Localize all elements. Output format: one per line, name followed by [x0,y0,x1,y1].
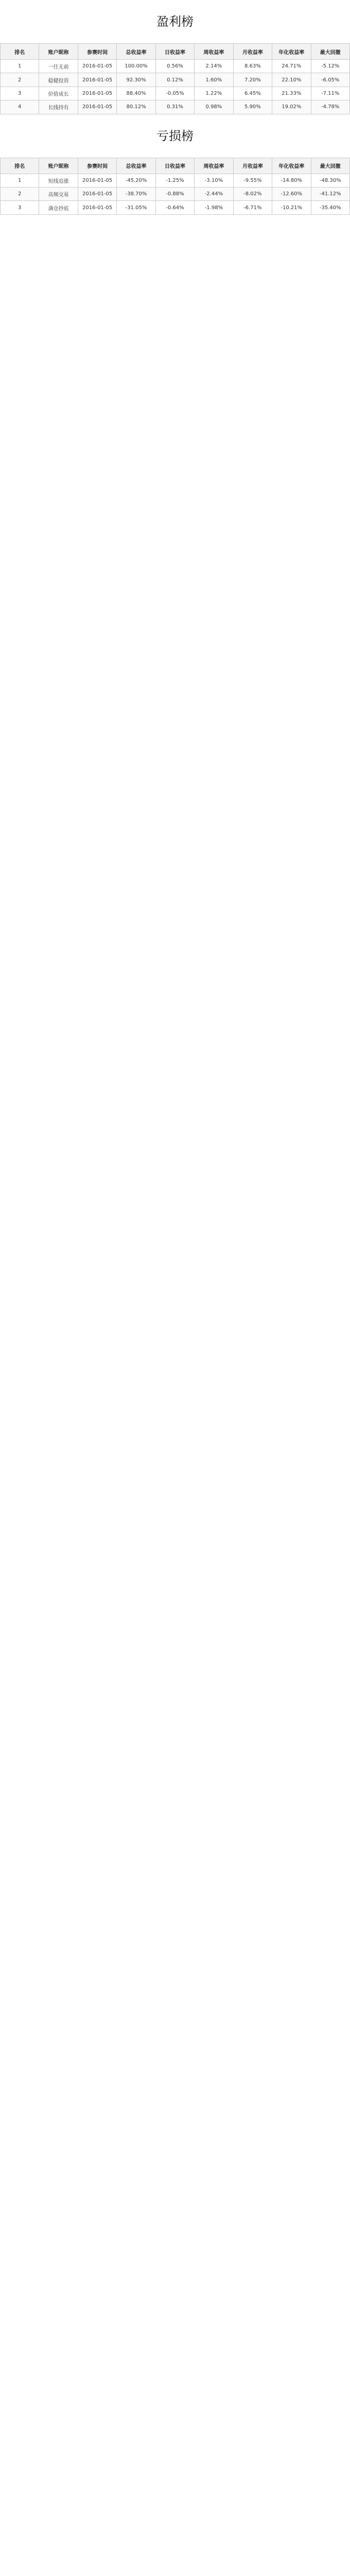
table-cell: 6.45% [233,87,272,100]
table-cell: 1 [1,174,39,187]
section-title: 盈利榜 [156,14,194,29]
table-row [1,187,350,200]
column-header: 年化收益率 [272,44,311,60]
column-header: 总收益率 [117,44,155,60]
table-cell: -0.05% [155,87,194,100]
table-cell: 价值成长 [39,87,78,100]
table-cell: 短线追涨 [39,174,78,187]
column-header: 日收益率 [155,44,194,60]
table-row [1,60,350,73]
table-cell: 2016-01-05 [78,73,116,87]
table-cell: -1.98% [195,201,233,214]
table-row [1,100,350,114]
column-header: 账户昵称 [39,158,78,174]
table-cell: 22.10% [272,73,311,87]
column-header: 参赛时间 [78,158,116,174]
column-header: 排名 [1,158,39,174]
table-cell: 92.30% [117,73,155,87]
table-row [1,73,350,87]
table-cell: -3.10% [195,174,233,187]
table-cell: -0.88% [155,187,194,200]
table-cell: 8.63% [233,60,272,73]
table-cell: -8.02% [233,187,272,200]
section-title: 亏损榜 [156,128,194,143]
table-cell: -12.60% [272,187,311,200]
column-header: 总收益率 [117,158,155,174]
table-cell: 0.31% [155,100,194,114]
table-row [1,87,350,100]
table-row [1,174,350,187]
table-cell: 2.14% [195,60,233,73]
column-header: 最大回撤 [311,44,350,60]
table-cell: 2016-01-05 [78,100,116,114]
table-cell: 2016-01-05 [78,87,116,100]
column-header: 账户昵称 [39,44,78,60]
table-cell: -5.12% [311,60,350,73]
table-cell: -6.71% [233,201,272,214]
table-cell: -38.70% [117,187,155,200]
table-cell: -10.21% [272,201,311,214]
table-cell: -9.55% [233,174,272,187]
table-cell: 3 [1,201,39,214]
table-cell: 0.12% [155,73,194,87]
table-cell: -4.78% [311,100,350,114]
column-header: 月收益率 [233,44,272,60]
table-cell: 0.98% [195,100,233,114]
table-header-row [1,44,350,60]
table-cell: 满仓抄底 [39,201,78,214]
column-header: 参赛时间 [78,44,116,60]
table-cell: 2016-01-05 [78,201,116,214]
table-cell: -41.12% [311,187,350,200]
table-header-row [1,158,350,174]
table-cell: 高频交易 [39,187,78,200]
table-cell: -7.11% [311,87,350,100]
table-cell: 3 [1,87,39,100]
table-cell: 一往无前 [39,60,78,73]
ranking-table [0,158,350,215]
column-header: 年化收益率 [272,158,311,174]
page-root [0,0,350,215]
table-cell: -35.40% [311,201,350,214]
table-cell: 0.56% [155,60,194,73]
column-header: 周收益率 [195,44,233,60]
table-cell: 5.90% [233,100,272,114]
column-header: 日收益率 [155,158,194,174]
table-cell: 2 [1,73,39,87]
table-cell: -14.80% [272,174,311,187]
table-cell: 2016-01-05 [78,187,116,200]
table-cell: 1 [1,60,39,73]
table-cell: 7.20% [233,73,272,87]
table-cell: 2016-01-05 [78,60,116,73]
table-cell: 4 [1,100,39,114]
ranking-table [0,43,350,114]
column-header: 月收益率 [233,158,272,174]
table-cell: -6.05% [311,73,350,87]
table-cell: 100.00% [117,60,155,73]
table-cell: 88.40% [117,87,155,100]
table-cell: 1.22% [195,87,233,100]
table-row [1,201,350,214]
column-header: 周收益率 [195,158,233,174]
table-cell: -45.20% [117,174,155,187]
table-cell: -0.64% [155,201,194,214]
table-cell: 长线持有 [39,100,78,114]
table-cell: 2016-01-05 [78,174,116,187]
table-cell: 稳健投资 [39,73,78,87]
table-cell: -48.30% [311,174,350,187]
table-cell: 80.12% [117,100,155,114]
table-cell: -1.25% [155,174,194,187]
table-cell: -2.44% [195,187,233,200]
table-cell: 19.02% [272,100,311,114]
column-header: 排名 [1,44,39,60]
table-cell: 2 [1,187,39,200]
column-header: 最大回撤 [311,158,350,174]
table-cell: -31.05% [117,201,155,214]
table-cell: 24.71% [272,60,311,73]
table-cell: 21.33% [272,87,311,100]
table-cell: 1.60% [195,73,233,87]
